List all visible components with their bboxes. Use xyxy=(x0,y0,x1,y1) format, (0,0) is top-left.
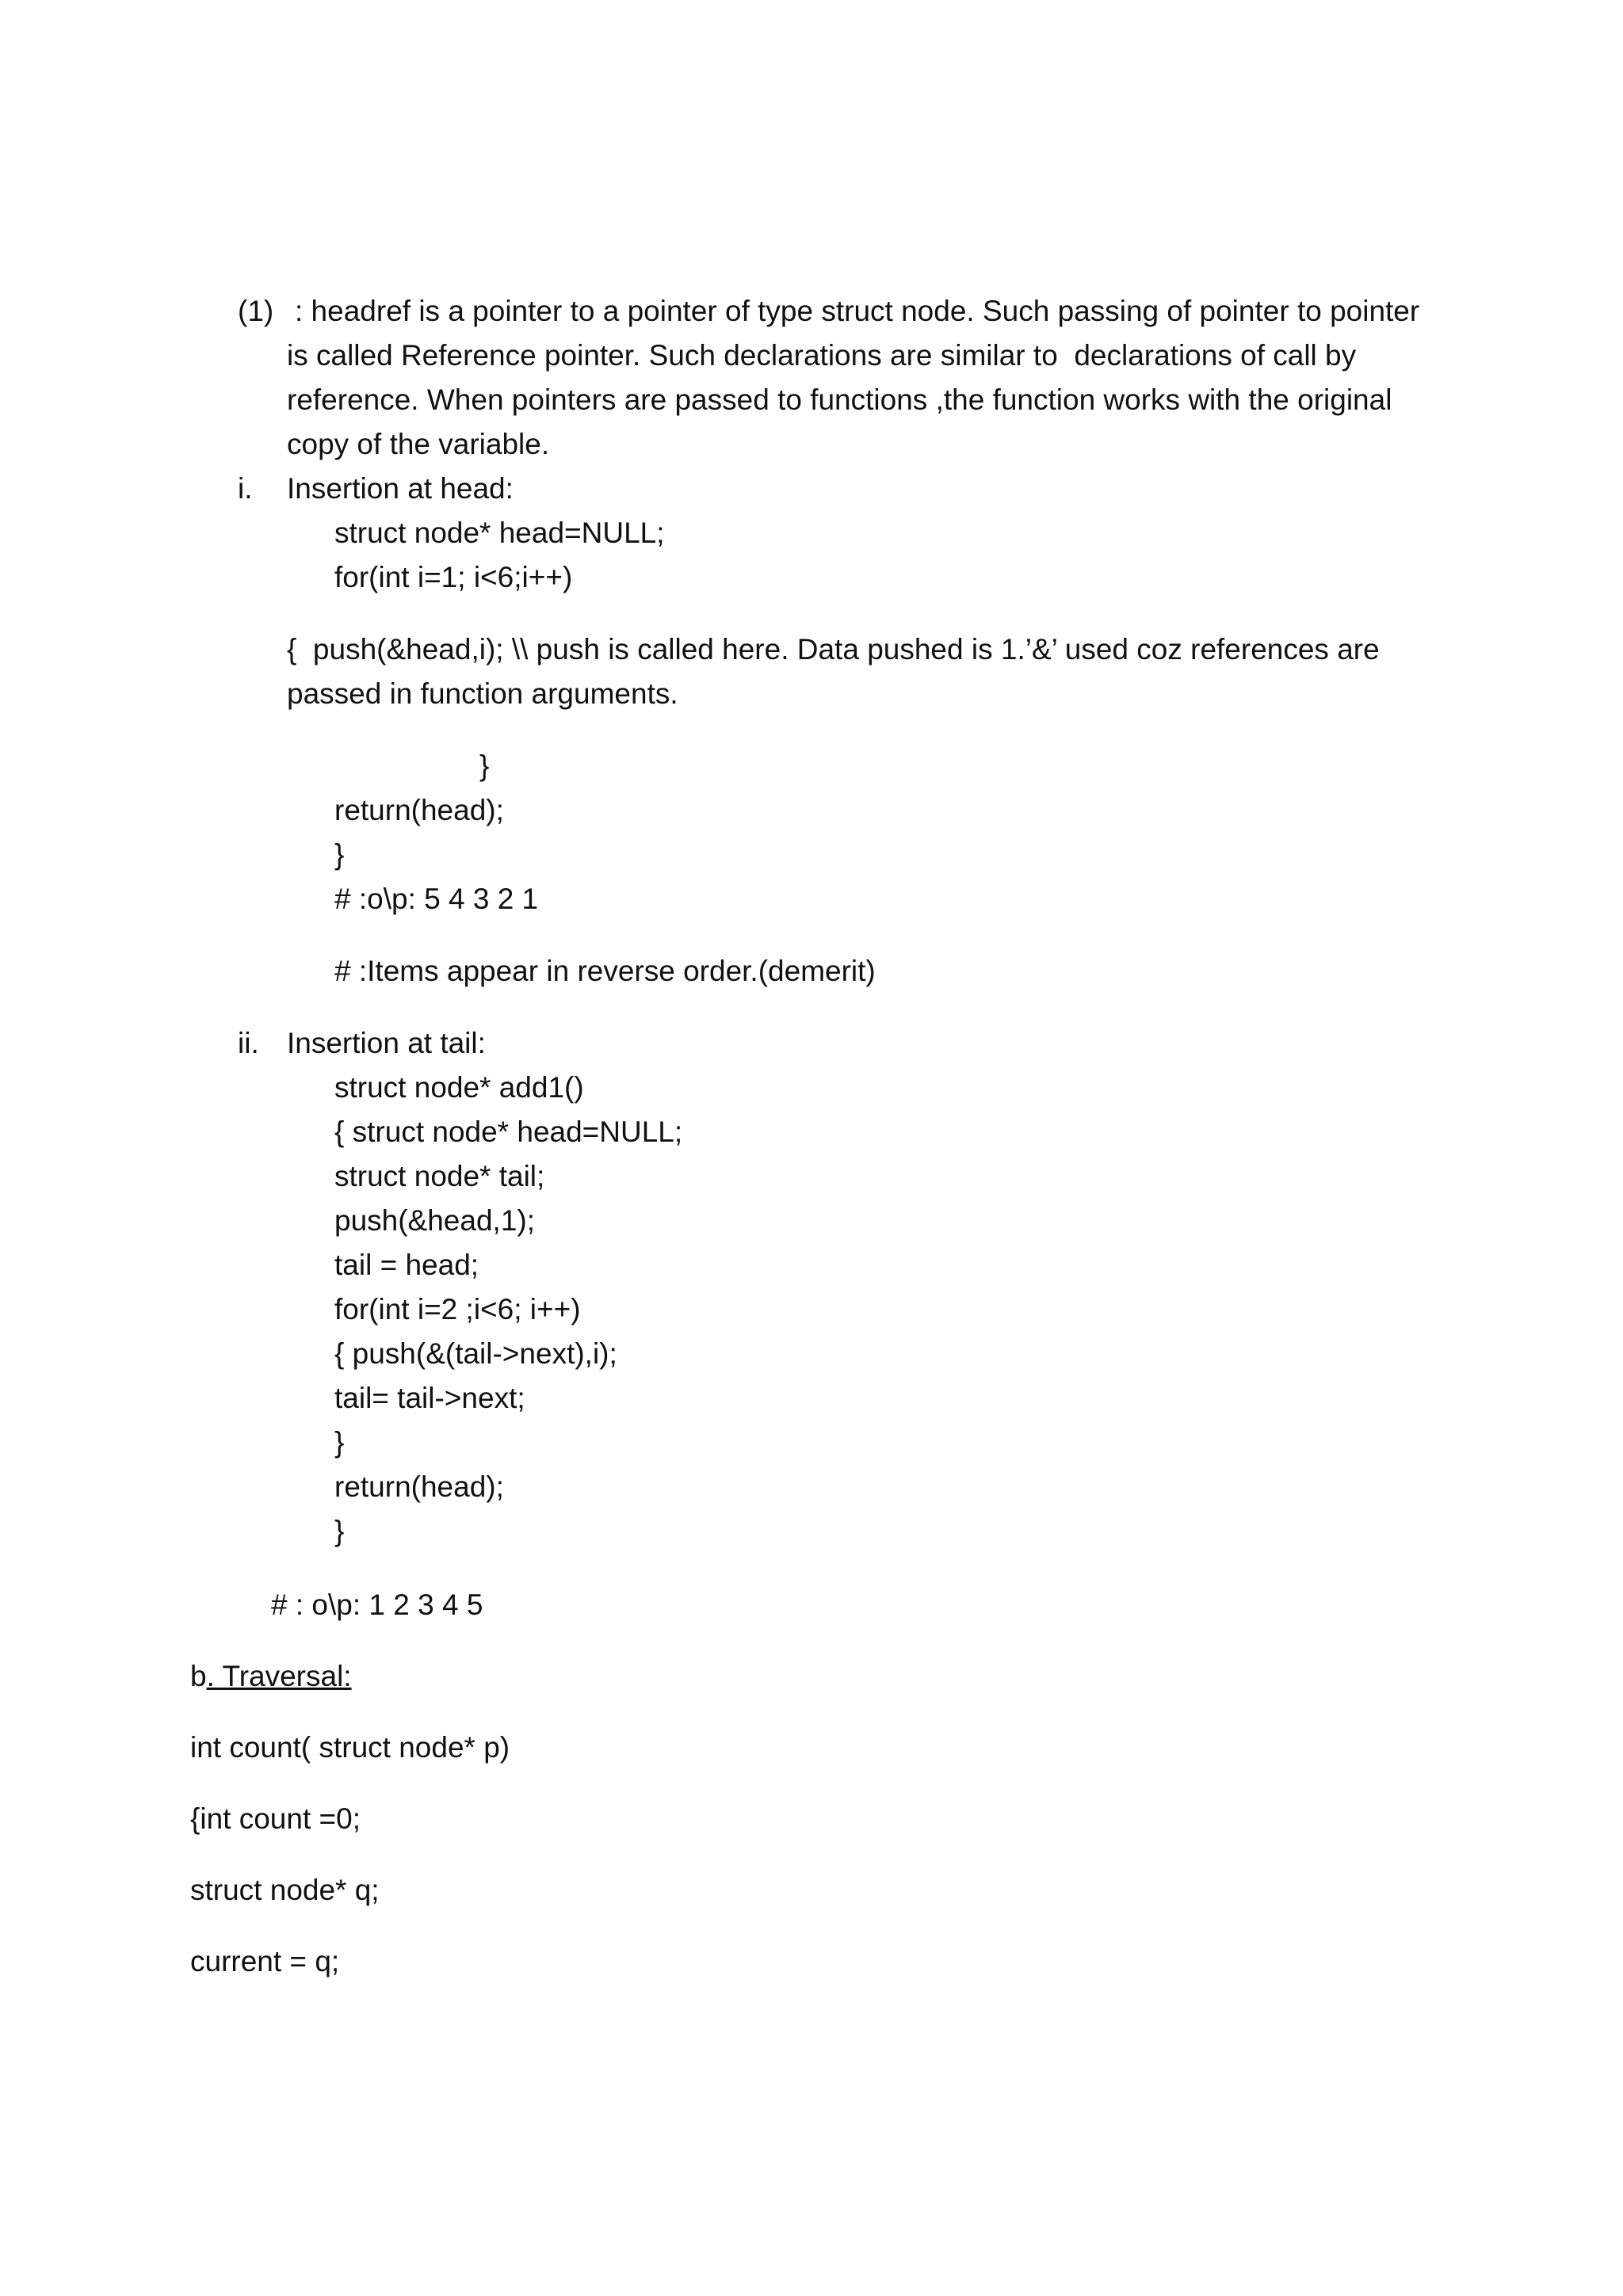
tail-code-line: } xyxy=(334,1426,345,1459)
tail-code-line: { struct node* head=NULL; xyxy=(334,1116,683,1148)
traversal-code-line: struct node* q; xyxy=(190,1874,380,1906)
head-output: # :o\p: 5 4 3 2 1 xyxy=(334,883,539,915)
tail-code-line: tail = head; xyxy=(334,1249,479,1281)
tail-code-line: struct node* add1() xyxy=(334,1071,584,1104)
intro-line-4: copy of the variable. xyxy=(287,428,550,460)
head-code-line: } xyxy=(479,749,490,782)
head-note-line: passed in function arguments. xyxy=(287,677,678,710)
intro-line-1: : headref is a pointer to a pointer of type struct node. Such passing of pointer to pointer xyxy=(295,295,1420,327)
tail-code-line: for(int i=2 ;i<6; i++) xyxy=(334,1293,581,1325)
head-code-line: struct node* head=NULL; xyxy=(334,517,665,549)
tail-section-marker: ii. xyxy=(238,1027,259,1059)
head-note-line: { push(&head,i); \\ push is called here. Data pushed is 1.’&’ used coz references are xyxy=(287,633,1380,666)
traversal-heading xyxy=(190,1654,352,1699)
tail-code-line: struct node* tail; xyxy=(334,1160,545,1192)
tail-code-line: } xyxy=(334,1515,345,1547)
head-section-title: Insertion at head: xyxy=(287,472,514,505)
intro-marker: (1) xyxy=(238,295,274,327)
tail-section-title: Insertion at tail: xyxy=(287,1027,486,1059)
tail-code-line: return(head); xyxy=(334,1470,504,1503)
head-code-line: return(head); xyxy=(334,794,504,826)
head-remark: # :Items appear in reverse order.(demerit) xyxy=(334,955,876,987)
head-code-line: for(int i=1; i<6;i++) xyxy=(334,561,573,593)
tail-code-line: tail= tail->next; xyxy=(334,1382,525,1414)
traversal-code-line: {int count =0; xyxy=(190,1802,361,1835)
intro-line-2: is called Reference pointer. Such declarations are similar to declarations of call by xyxy=(287,339,1357,372)
intro-line-3: reference. When pointers are passed to functions ,the function works with the original xyxy=(287,383,1392,416)
traversal-code-line: int count( struct node* p) xyxy=(190,1731,510,1764)
head-code-line: } xyxy=(334,838,345,871)
head-section-marker: i. xyxy=(238,472,253,505)
tail-code-line: push(&head,1); xyxy=(334,1204,536,1237)
tail-code-line: { push(&(tail->next),i); xyxy=(334,1337,617,1370)
traversal-prefix: b xyxy=(190,1660,207,1692)
traversal-title: . Traversal: xyxy=(206,1660,352,1692)
traversal-code-line: current = q; xyxy=(190,1945,340,1978)
tail-output: # : o\p: 1 2 3 4 5 xyxy=(271,1589,483,1621)
